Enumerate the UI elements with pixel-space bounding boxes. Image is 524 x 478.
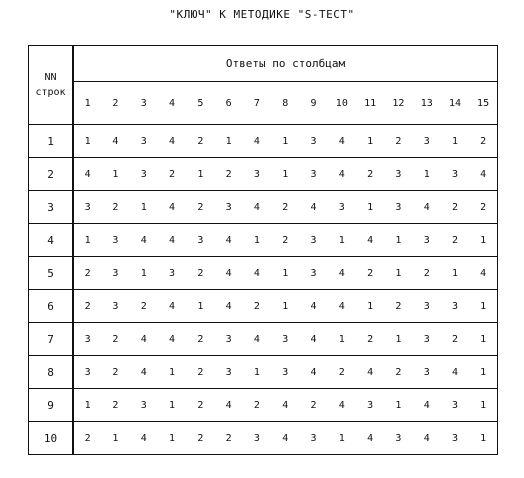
table-row — [29, 224, 498, 257]
answer-cell: 3 — [101, 224, 129, 257]
answer-cell: 1 — [356, 191, 384, 224]
answer-cell: 4 — [271, 422, 299, 455]
answer-cell: 4 — [214, 389, 242, 422]
answer-cell: 2 — [469, 125, 497, 158]
answer-cell: 3 — [214, 356, 242, 389]
table-row — [29, 389, 498, 422]
answer-cell: 1 — [271, 290, 299, 323]
answer-cell: 1 — [101, 158, 129, 191]
answer-cell: 1 — [271, 125, 299, 158]
answer-cell: 4 — [328, 125, 356, 158]
answer-cell: 3 — [130, 158, 158, 191]
table-row — [29, 125, 498, 158]
answer-cell: 1 — [384, 389, 412, 422]
answer-cell: 1 — [441, 125, 469, 158]
answer-cell: 4 — [328, 389, 356, 422]
answer-cell: 1 — [469, 290, 497, 323]
answer-cell: 3 — [384, 158, 412, 191]
answer-cell: 4 — [356, 224, 384, 257]
answer-cell: 3 — [101, 290, 129, 323]
answer-cell: 4 — [299, 290, 327, 323]
answer-key-table — [28, 45, 498, 455]
answer-cell: 1 — [73, 125, 101, 158]
nn-header-line-2: строк — [35, 87, 66, 98]
answer-cell: 1 — [271, 257, 299, 290]
answer-cell: 1 — [356, 125, 384, 158]
answer-cell: 3 — [328, 191, 356, 224]
answer-cell: 2 — [101, 323, 129, 356]
answer-cell: 1 — [243, 356, 271, 389]
answer-cell: 2 — [158, 158, 186, 191]
answer-cell: 4 — [441, 356, 469, 389]
answer-cell: 1 — [384, 224, 412, 257]
answer-cell: 3 — [130, 389, 158, 422]
page-title: "КЛЮЧ" К МЕТОДИКЕ "S-ТЕСТ" — [169, 8, 355, 21]
answer-cell: 1 — [356, 290, 384, 323]
answer-cell: 4 — [413, 191, 441, 224]
column-number-header: 2 — [101, 82, 129, 125]
answer-cell: 1 — [469, 323, 497, 356]
answer-cell: 2 — [186, 356, 214, 389]
answer-cell: 3 — [356, 389, 384, 422]
table-row — [29, 356, 498, 389]
answer-cell: 4 — [299, 191, 327, 224]
column-number-header: 3 — [130, 82, 158, 125]
column-number-header: 15 — [469, 82, 497, 125]
answer-cell: 2 — [101, 356, 129, 389]
answer-cell: 3 — [299, 257, 327, 290]
answer-cell: 2 — [243, 389, 271, 422]
answer-cell: 4 — [243, 125, 271, 158]
answer-cell: 4 — [130, 224, 158, 257]
answer-cell: 2 — [73, 290, 101, 323]
answer-cell: 2 — [299, 389, 327, 422]
answer-cell: 2 — [186, 257, 214, 290]
answer-cell: 1 — [384, 323, 412, 356]
table-row — [29, 323, 498, 356]
answer-cell: 3 — [73, 323, 101, 356]
answer-cell: 4 — [413, 389, 441, 422]
table-row — [29, 158, 498, 191]
answer-cell: 1 — [158, 389, 186, 422]
answer-cell: 1 — [243, 224, 271, 257]
answer-cell: 3 — [243, 158, 271, 191]
answer-cell: 2 — [73, 257, 101, 290]
column-number-row — [29, 82, 498, 125]
answer-cell: 2 — [469, 191, 497, 224]
answer-cell: 4 — [356, 356, 384, 389]
answer-cell: 1 — [271, 158, 299, 191]
answer-cell: 1 — [469, 356, 497, 389]
column-number-header: 12 — [384, 82, 412, 125]
answer-cell: 4 — [101, 125, 129, 158]
answer-cell: 4 — [130, 422, 158, 455]
row-number-cell: 9 — [29, 389, 74, 422]
column-number-header: 7 — [243, 82, 271, 125]
answer-cell: 1 — [73, 389, 101, 422]
table-row — [29, 290, 498, 323]
answer-cell: 1 — [214, 125, 242, 158]
answer-cell: 4 — [469, 257, 497, 290]
answer-cell: 1 — [469, 389, 497, 422]
column-number-header: 9 — [299, 82, 327, 125]
row-number-cell: 1 — [29, 125, 74, 158]
answer-cell: 2 — [441, 224, 469, 257]
column-number-header: 11 — [356, 82, 384, 125]
answer-cell: 3 — [271, 356, 299, 389]
answer-cell: 2 — [243, 290, 271, 323]
answer-cell: 2 — [186, 389, 214, 422]
answers-by-columns-header: Ответы по столбцам — [73, 46, 498, 82]
answer-cell: 2 — [441, 323, 469, 356]
answer-cell: 3 — [73, 356, 101, 389]
answer-cell: 2 — [101, 191, 129, 224]
answer-cell: 4 — [214, 257, 242, 290]
answer-cell: 4 — [469, 158, 497, 191]
answer-cell: 4 — [214, 224, 242, 257]
answer-cell: 2 — [101, 389, 129, 422]
answer-cell: 3 — [186, 224, 214, 257]
answer-cell: 4 — [356, 422, 384, 455]
answer-cell: 2 — [271, 191, 299, 224]
row-number-cell: 4 — [29, 224, 74, 257]
answer-cell: 3 — [413, 224, 441, 257]
answer-cell: 2 — [214, 158, 242, 191]
answer-cell: 3 — [413, 125, 441, 158]
table-row — [29, 422, 498, 455]
answer-cell: 4 — [130, 323, 158, 356]
answer-cell: 3 — [299, 158, 327, 191]
answer-cell: 1 — [469, 224, 497, 257]
answer-cell: 3 — [384, 191, 412, 224]
answer-cell: 4 — [328, 257, 356, 290]
answer-cell: 3 — [271, 323, 299, 356]
answer-cell: 2 — [186, 323, 214, 356]
answer-cell: 3 — [299, 224, 327, 257]
row-number-cell: 8 — [29, 356, 74, 389]
answer-cell: 1 — [469, 422, 497, 455]
header-row-group — [29, 46, 498, 82]
answer-cell: 2 — [271, 224, 299, 257]
answer-cell: 4 — [73, 158, 101, 191]
answer-cell: 2 — [328, 356, 356, 389]
table-row — [29, 257, 498, 290]
answer-cell: 1 — [73, 224, 101, 257]
answer-cell: 4 — [413, 422, 441, 455]
table-row — [29, 191, 498, 224]
answer-cell: 3 — [243, 422, 271, 455]
answer-cell: 1 — [441, 257, 469, 290]
answer-cell: 2 — [384, 125, 412, 158]
answer-cell: 4 — [243, 323, 271, 356]
answer-cell: 3 — [384, 422, 412, 455]
answer-cell: 3 — [130, 125, 158, 158]
answer-cell: 1 — [186, 158, 214, 191]
answer-cell: 3 — [413, 290, 441, 323]
answer-cell: 2 — [186, 422, 214, 455]
row-number-cell: 5 — [29, 257, 74, 290]
row-number-cell: 7 — [29, 323, 74, 356]
answer-cell: 4 — [214, 290, 242, 323]
answer-cell: 1 — [384, 257, 412, 290]
answer-cell: 4 — [158, 323, 186, 356]
column-number-header: 8 — [271, 82, 299, 125]
column-number-header: 5 — [186, 82, 214, 125]
answer-cell: 2 — [186, 125, 214, 158]
answer-cell: 2 — [384, 356, 412, 389]
answer-cell: 1 — [130, 257, 158, 290]
answer-cell: 2 — [214, 422, 242, 455]
column-number-header: 14 — [441, 82, 469, 125]
answer-cell: 1 — [158, 422, 186, 455]
answer-cell: 3 — [73, 191, 101, 224]
answer-cell: 4 — [328, 158, 356, 191]
answer-cell: 1 — [158, 356, 186, 389]
answer-cell: 2 — [356, 323, 384, 356]
row-number-cell: 3 — [29, 191, 74, 224]
answer-cell: 2 — [130, 290, 158, 323]
column-number-header: 4 — [158, 82, 186, 125]
answer-cell: 4 — [243, 191, 271, 224]
answer-cell: 3 — [299, 125, 327, 158]
answer-cell: 2 — [356, 257, 384, 290]
column-number-header: 1 — [73, 82, 101, 125]
answer-cell: 4 — [299, 323, 327, 356]
answer-cell: 4 — [271, 389, 299, 422]
answer-cell: 1 — [130, 191, 158, 224]
nn-header-line-1: NN — [44, 72, 57, 83]
row-number-header — [29, 46, 74, 125]
answer-cell: 2 — [73, 422, 101, 455]
answer-cell: 1 — [186, 290, 214, 323]
answer-cell: 2 — [413, 257, 441, 290]
column-number-header: 10 — [328, 82, 356, 125]
answer-cell: 3 — [214, 191, 242, 224]
answer-cell: 1 — [328, 323, 356, 356]
answer-cell: 3 — [158, 257, 186, 290]
answer-cell: 3 — [214, 323, 242, 356]
row-number-cell: 6 — [29, 290, 74, 323]
answer-cell: 3 — [101, 257, 129, 290]
answer-cell: 1 — [328, 422, 356, 455]
answer-cell: 4 — [328, 290, 356, 323]
answer-cell: 2 — [186, 191, 214, 224]
answer-cell: 2 — [384, 290, 412, 323]
answer-cell: 3 — [441, 290, 469, 323]
answer-cell: 4 — [158, 125, 186, 158]
answer-cell: 1 — [328, 224, 356, 257]
row-number-cell: 10 — [29, 422, 74, 455]
column-number-header: 13 — [413, 82, 441, 125]
answer-cell: 3 — [413, 356, 441, 389]
table-body — [29, 125, 498, 455]
answer-cell: 2 — [356, 158, 384, 191]
row-number-cell: 2 — [29, 158, 74, 191]
answer-cell: 3 — [299, 422, 327, 455]
answer-cell: 3 — [441, 422, 469, 455]
answer-cell: 1 — [413, 158, 441, 191]
answer-cell: 3 — [441, 158, 469, 191]
answer-cell: 4 — [158, 290, 186, 323]
answer-cell: 3 — [441, 389, 469, 422]
answer-cell: 4 — [158, 191, 186, 224]
answer-cell: 4 — [158, 224, 186, 257]
answer-cell: 3 — [413, 323, 441, 356]
answer-cell: 4 — [130, 356, 158, 389]
column-number-header: 6 — [214, 82, 242, 125]
answer-cell: 4 — [299, 356, 327, 389]
answer-cell: 2 — [441, 191, 469, 224]
answer-cell: 1 — [101, 422, 129, 455]
answer-cell: 4 — [243, 257, 271, 290]
